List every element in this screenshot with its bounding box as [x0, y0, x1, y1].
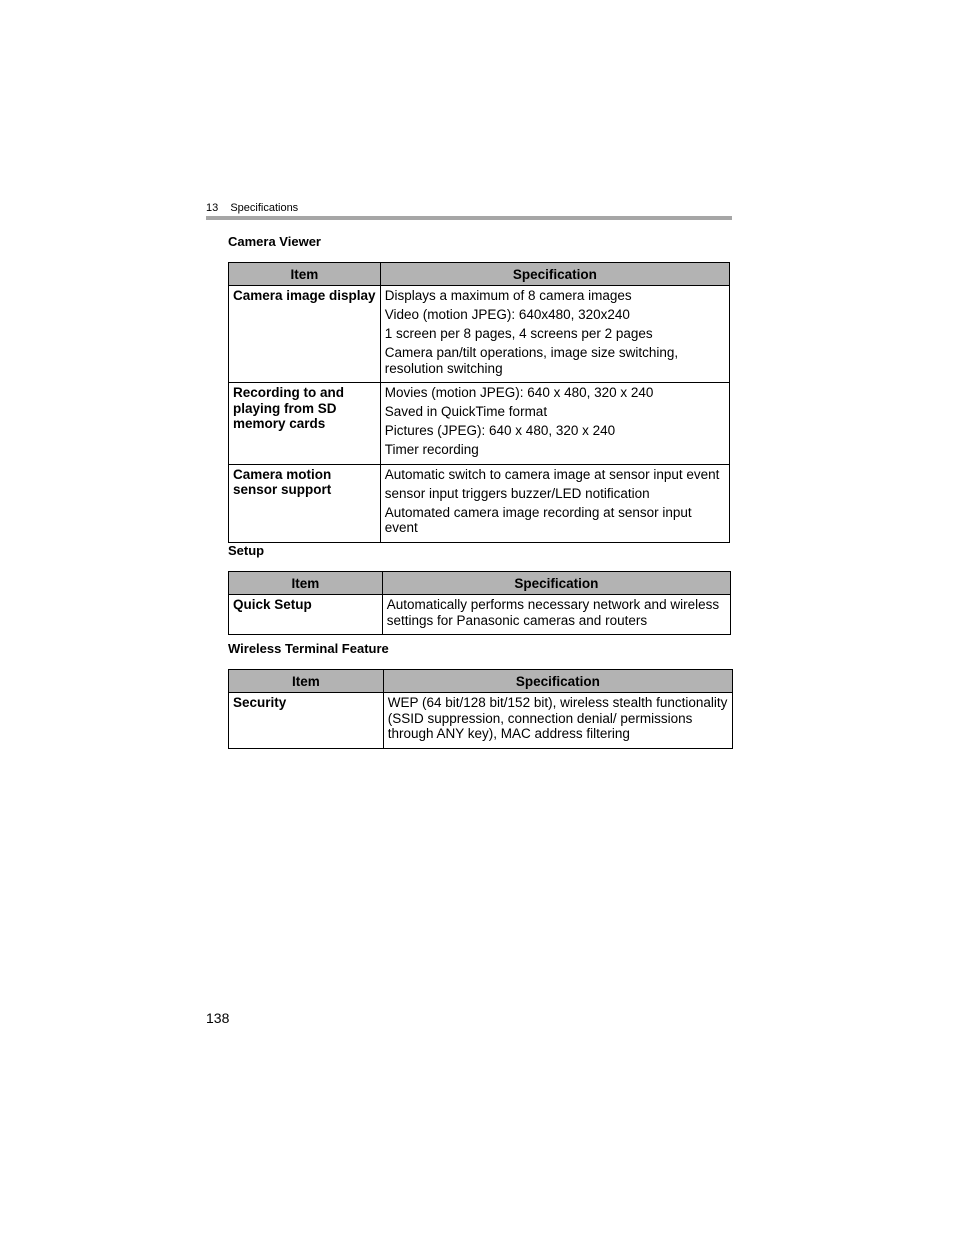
item-cell: Recording to and playing from SD memory cards	[229, 383, 381, 465]
item-cell: Camera image display	[229, 286, 381, 383]
spec-line: sensor input triggers buzzer/LED notification	[384, 485, 650, 501]
column-header-item: Item	[229, 670, 384, 693]
table-header-row	[229, 263, 730, 286]
section-title-wireless-terminal-feature: Wireless Terminal Feature	[228, 641, 389, 656]
page-number: 138	[206, 1010, 230, 1026]
column-header-specification: Specification	[382, 572, 730, 595]
spec-line: Automatically performs necessary network and wireless settings for Panasonic cameras and routers	[386, 597, 720, 628]
table-row	[229, 464, 730, 542]
section-title-setup: Setup	[228, 543, 265, 558]
table-row	[229, 286, 730, 383]
spec-line: Pictures (JPEG): 640 x 480, 320 x 240	[384, 423, 616, 438]
spec-line: Saved in QuickTime format	[384, 404, 548, 419]
spec-cell	[383, 693, 732, 749]
spec-cell	[382, 595, 730, 635]
setup-table	[228, 571, 731, 635]
column-header-item: Item	[229, 572, 383, 595]
column-header-specification: Specification	[383, 670, 732, 693]
spec-line: WEP (64 bit/128 bit/152 bit), wireless stealth functionality (SSID suppression, connection denial/ permissions through ANY key), MAC address filtering	[387, 695, 728, 741]
spec-line: Displays a maximum of 8 camera images	[384, 288, 632, 303]
spec-cell	[380, 286, 729, 383]
column-header-specification: Specification	[380, 263, 729, 286]
item-cell: Quick Setup	[229, 595, 383, 635]
spec-line: 1 screen per 8 pages, 4 screens per 2 pages	[384, 326, 653, 341]
spec-line: Video (motion JPEG): 640x480, 320x240	[384, 307, 630, 322]
table-header-row	[229, 670, 733, 693]
chapter-title: Specifications	[230, 202, 299, 214]
item-cell: Camera motion sensor support	[229, 464, 381, 542]
table-row	[229, 693, 733, 749]
spec-line: Automated camera image recording at sensor input event	[384, 504, 692, 535]
column-header-item: Item	[229, 263, 381, 286]
item-cell: Security	[229, 693, 384, 749]
table-row	[229, 383, 730, 465]
section-title-camera-viewer: Camera Viewer	[228, 234, 321, 249]
spec-cell	[380, 383, 729, 465]
spec-line: Automatic switch to camera image at sensor input event	[384, 466, 720, 482]
running-header	[206, 202, 298, 214]
table-header-row	[229, 572, 731, 595]
camera-viewer-table	[228, 262, 730, 543]
header-rule	[206, 216, 732, 220]
spec-cell	[380, 464, 729, 542]
chapter-number: 13	[206, 202, 219, 214]
wireless-terminal-table	[228, 669, 733, 749]
spec-line: Camera pan/tilt operations, image size switching, resolution switching	[384, 345, 679, 376]
spec-line: Timer recording	[384, 442, 479, 457]
table-row	[229, 595, 731, 635]
spec-line: Movies (motion JPEG): 640 x 480, 320 x 240	[384, 385, 654, 400]
